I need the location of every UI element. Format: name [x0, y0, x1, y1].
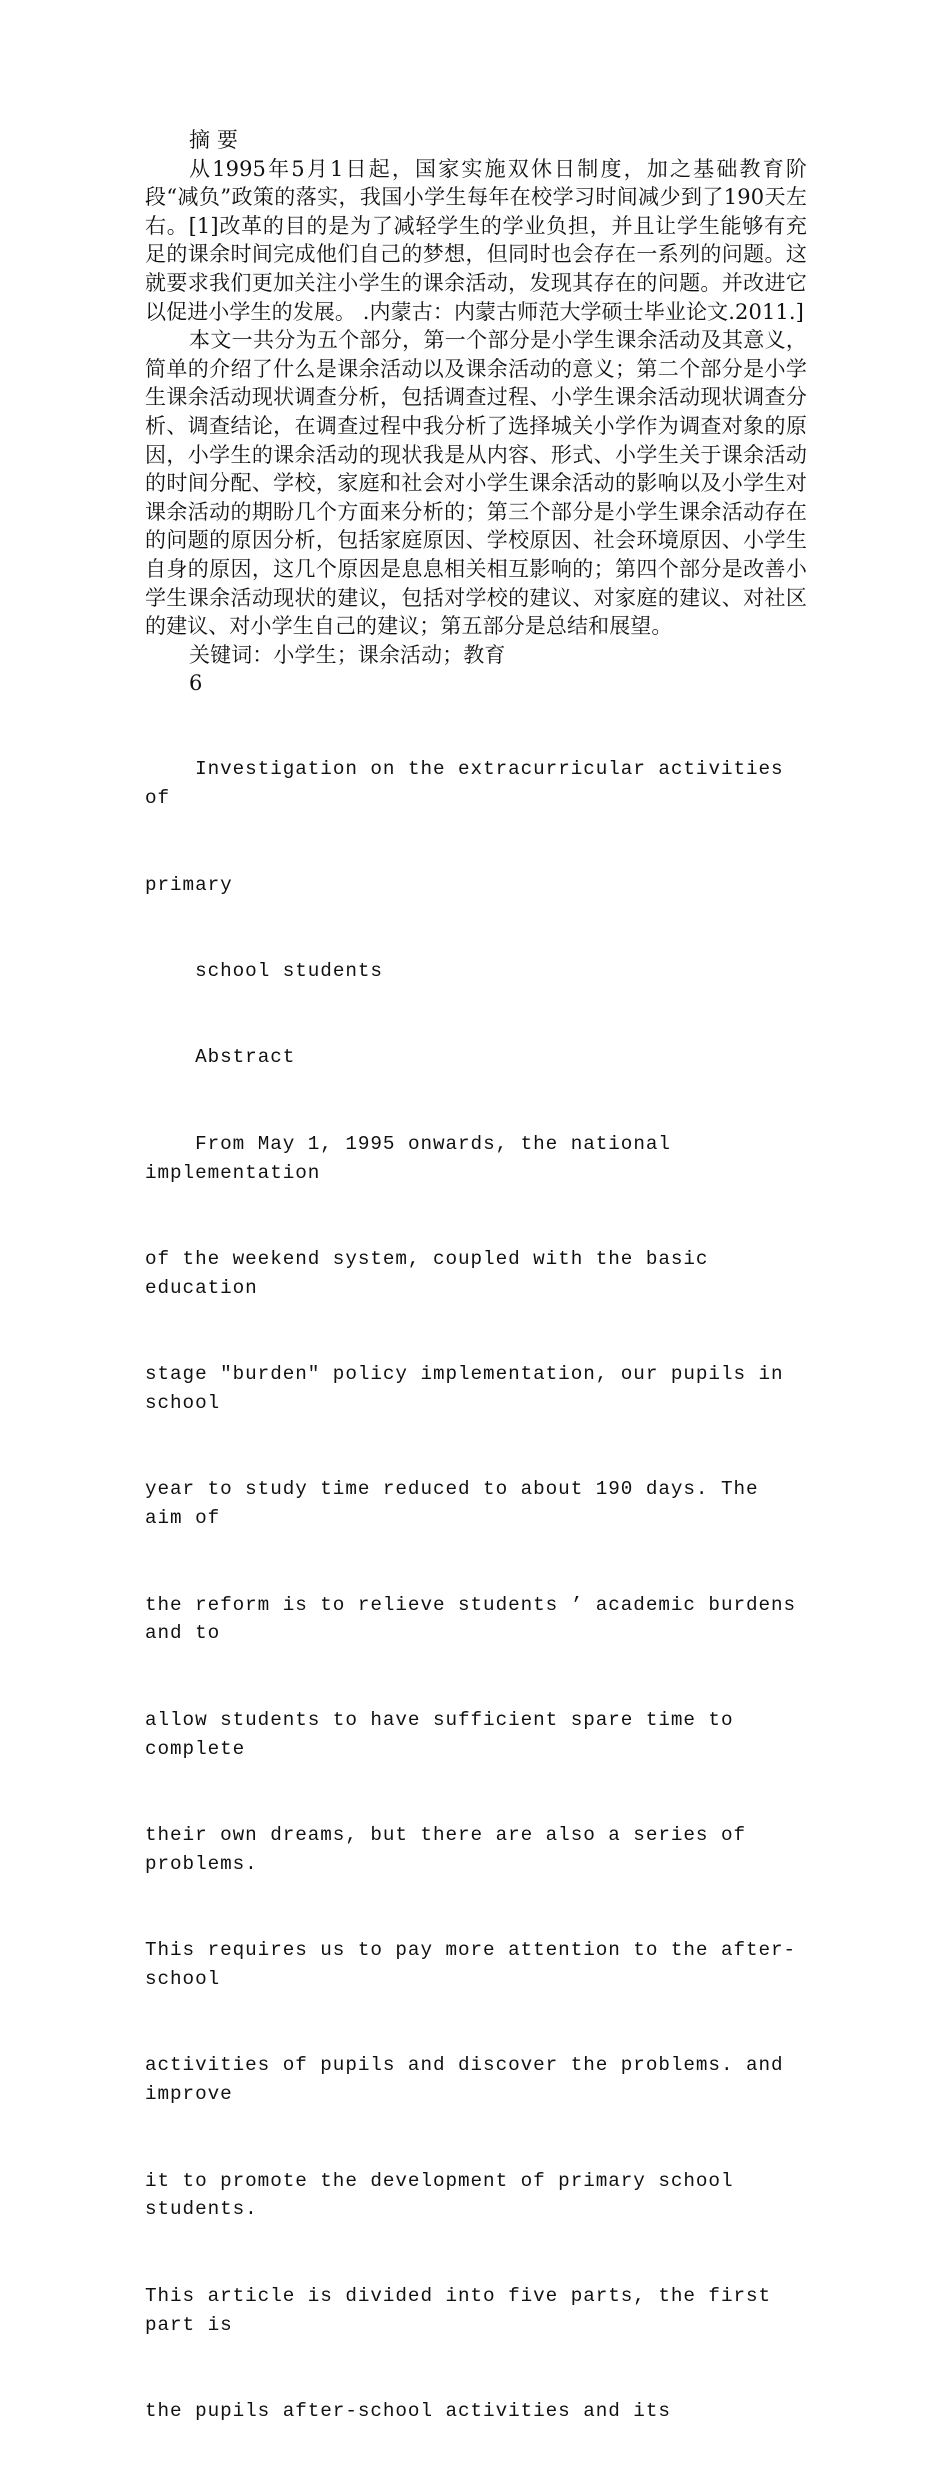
abstract-paragraph-2: 本文一共分为五个部分，第一个部分是小学生课余活动及其意义，简单的介绍了什么是课余活动以及课余活动的意义；第二个部分是小学生课余活动现状调查分析，包括调查过程、小学生课余活动现状调查分析、调查结论，在调查过程中我分析了选择城关小学作为调查对象的原因，小学生的课余活动的现状我是从内容、形式、小学生关于课余活动的时间分配、学校，家庭和社会对小学生课余活动的影响以及小学生对课余活动的期盼几个方面来分析的；第三个部分是小学生课余活动存在的问题的原因分析，包括家庭原因、学校原因、社会环境原因、小学生自身的原因，这几个原因是息息相关相互影响的；第四个部分是改善小学生课余活动现状的建议，包括对学校的建议、对家庭的建议、对社区的建议、对小学生自己的建议；第五部分是总结和展望。	[145, 328, 807, 639]
english-abstract-line: From May 1, 1995 onwards, the national implementation	[145, 1132, 684, 1184]
english-abstract-line: This article is divided into five parts, the first part is	[145, 2284, 784, 2336]
english-abstract-line: their own dreams, but there are also a series of problems.	[145, 1823, 759, 1875]
english-abstract-line: year to study time reduced to about 190 days. The aim of	[145, 1478, 772, 1530]
english-abstract-line: it to promote the development of primary school students.	[145, 2169, 747, 2221]
english-abstract-line: the reform is to relieve students ’ academic burdens and to	[145, 1593, 809, 1645]
english-title-line-2: primary	[145, 873, 233, 896]
english-abstract	[145, 698, 807, 2483]
english-abstract-line: activities of pupils and discover the problems. and improve	[145, 2054, 797, 2106]
english-abstract-line: allow students to have sufficient spare time to complete	[145, 1708, 747, 1760]
english-abstract-line: stage "burden" policy implementation, our pupils in school	[145, 1363, 797, 1414]
page-number: 6	[189, 671, 203, 696]
english-title-line-3: school students	[145, 960, 383, 983]
english-abstract-line: This requires us to pay more attention to the after-school	[145, 1939, 797, 1990]
abstract-heading: 摘 要	[189, 128, 238, 152]
document-page	[145, 126, 807, 2483]
english-abstract-heading: Abstract	[145, 1046, 296, 1069]
abstract-paragraph-1: 从1995年5月1日起，国家实施双休日制度，加之基础教育阶段“减负”政策的落实，我国小学生每年在校学习时间减少到了190天左右。[1]改革的目的是为了减轻学生的学业负担，并且让学生能够有充足的课余时间完成他们自己的梦想，但同时也会存在一系列的问题。这就要求我们更加关注小学生的课余活动，发现其存在的问题。并改进它以促进小学生的发展。 .内蒙古：内蒙古师范大学硕士毕业论文.2011.]	[145, 156, 807, 324]
keywords-line: 关键词：小学生；课余活动；教育	[189, 642, 506, 667]
english-abstract-line: the pupils after-school activities and its	[145, 2399, 671, 2422]
english-title-line-1: Investigation on the extracurricular activities of	[145, 758, 797, 810]
english-abstract-line: of the weekend system, coupled with the basic education	[145, 1248, 721, 1299]
